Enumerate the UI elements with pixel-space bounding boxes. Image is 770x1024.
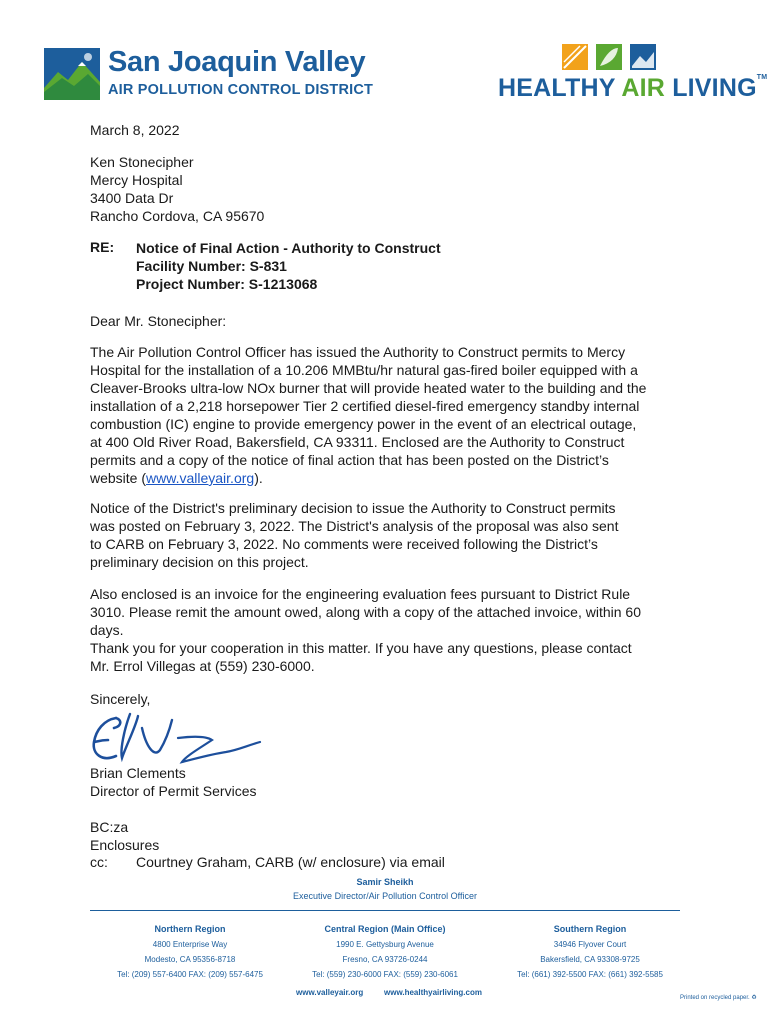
paragraph-line: Thank you for your cooperation in this matter. If you have any questions, please contact bbox=[90, 640, 632, 656]
paragraph-line: was posted on February 3, 2022. The District's analysis of the proposal was also sent bbox=[90, 518, 619, 534]
paragraph-line: Hospital for the installation of a 10.206 MMBtu/hr natural gas-fired boiler equipped with a bbox=[90, 362, 638, 378]
re-line: Project Number: S-1213068 bbox=[136, 276, 318, 292]
region-street: 1990 E. Gettysburg Avenue bbox=[336, 940, 434, 949]
paragraph-line: permits and a copy of the notice of final action that has been posted on the District’s bbox=[90, 452, 609, 468]
valleyair-website[interactable]: www.valleyair.org bbox=[296, 988, 364, 997]
paragraph-line: to CARB on February 3, 2022. No comments were received following the District’s bbox=[90, 536, 598, 552]
region-title: Northern Region bbox=[154, 924, 226, 934]
paragraph-line: combustion (IC) engine to provide emergency power in the event of an electrical outage, bbox=[90, 416, 637, 432]
signature-image bbox=[86, 706, 276, 772]
address-line: Rancho Cordova, CA 95670 bbox=[90, 208, 265, 224]
website-prefix: website ( bbox=[90, 470, 147, 486]
hal-word-air: AIR bbox=[621, 74, 666, 102]
paragraph-line: installation of a 2,218 horsepower Tier 2 certified diesel-fired emergency standby internal bbox=[90, 398, 640, 414]
recycle-icon: ♻ bbox=[751, 995, 757, 1001]
signer-name: Brian Clements bbox=[90, 765, 186, 781]
paragraph-line: Also enclosed is an invoice for the engineering evaluation fees pursuant to District Rule bbox=[90, 586, 631, 602]
re-line: Facility Number: S-831 bbox=[136, 258, 287, 274]
re-subject bbox=[136, 239, 441, 293]
enclosures: Enclosures bbox=[90, 837, 160, 853]
cc-recipient: Courtney Graham, CARB (w/ enclosure) via email bbox=[136, 854, 445, 870]
region-phone: Tel: (661) 392-5500 FAX: (661) 392-5585 bbox=[517, 970, 663, 979]
valleyair-link[interactable]: www.valleyair.org bbox=[146, 470, 255, 486]
healthy-air-living-wordmark bbox=[498, 74, 767, 103]
address-line: Ken Stonecipher bbox=[90, 154, 194, 170]
region-phone: Tel: (209) 557-6400 FAX: (209) 557-6475 bbox=[117, 970, 263, 979]
healthy-air-living-logo bbox=[498, 44, 768, 104]
region-title: Southern Region bbox=[553, 924, 627, 934]
paragraph-line bbox=[90, 469, 263, 487]
central-region-block bbox=[285, 922, 485, 982]
address-line: 3400 Data Dr bbox=[90, 190, 174, 206]
district-logo bbox=[44, 44, 374, 104]
paragraph-line: days. bbox=[90, 622, 124, 638]
region-title: Central Region (Main Office) bbox=[324, 924, 446, 934]
re-line: Notice of Final Action - Authority to Construct bbox=[136, 240, 441, 256]
paragraph-line: 3010. Please remit the amount owed, along with a copy of the attached invoice, within 60 bbox=[90, 604, 642, 620]
southern-region-block bbox=[490, 922, 690, 982]
recycled-text: Printed on recycled paper. bbox=[680, 995, 750, 1001]
executive-title: Executive Director/Air Pollution Control Officer bbox=[293, 891, 477, 901]
district-name: San Joaquin Valley bbox=[108, 46, 366, 78]
salutation: Dear Mr. Stonecipher: bbox=[90, 313, 227, 329]
address-line: Mercy Hospital bbox=[90, 172, 183, 188]
paragraph-line: Mr. Errol Villegas at (559) 230-6000. bbox=[90, 658, 315, 674]
northern-region-block bbox=[90, 922, 290, 982]
region-phone: Tel: (559) 230-6000 FAX: (559) 230-6061 bbox=[312, 970, 458, 979]
recycled-paper-note bbox=[680, 994, 757, 1001]
closing: Sincerely, bbox=[90, 691, 151, 707]
paragraph-line: preliminary decision on this project. bbox=[90, 554, 309, 570]
region-street: 4800 Enterprise Way bbox=[152, 940, 228, 949]
district-subtitle: AIR POLLUTION CONTROL DISTRICT bbox=[108, 82, 374, 98]
letter-date: March 8, 2022 bbox=[90, 122, 180, 138]
paragraph-line: at 400 Old River Road, Bakersfield, CA 93311. Enclosed are the Authority to Construct bbox=[90, 434, 625, 450]
paragraph-line: Cleaver-Brooks ultra-low NOx burner that will provide heated water to the building and the bbox=[90, 380, 647, 396]
footer-divider bbox=[90, 910, 680, 911]
website-suffix: ). bbox=[254, 470, 263, 486]
region-city: Bakersfield, CA 93308-9725 bbox=[540, 955, 640, 964]
trademark: TM bbox=[756, 74, 768, 81]
paragraph-line: The Air Pollution Control Officer has issued the Authority to Construct permits to Mercy bbox=[90, 344, 626, 360]
healthy-air-squares-icon bbox=[562, 44, 662, 72]
signer-title: Director of Permit Services bbox=[90, 783, 257, 799]
region-city: Fresno, CA 93726-0244 bbox=[342, 955, 428, 964]
region-city: Modesto, CA 95356-8718 bbox=[144, 955, 236, 964]
re-label: RE: bbox=[90, 239, 115, 255]
mountain-logo-icon bbox=[44, 48, 100, 100]
paragraph-line: Notice of the District's preliminary decision to issue the Authority to Construct permits bbox=[90, 500, 616, 516]
initials: BC:za bbox=[90, 819, 129, 835]
region-street: 34946 Flyover Court bbox=[553, 940, 627, 949]
hal-word-living: LIVING bbox=[672, 74, 757, 102]
hal-word-healthy: HEALTHY bbox=[498, 74, 616, 102]
executive-name: Samir Sheikh bbox=[356, 877, 414, 887]
cc-label: cc: bbox=[90, 854, 108, 870]
healthyairliving-website[interactable]: www.healthyairliving.com bbox=[384, 988, 482, 997]
